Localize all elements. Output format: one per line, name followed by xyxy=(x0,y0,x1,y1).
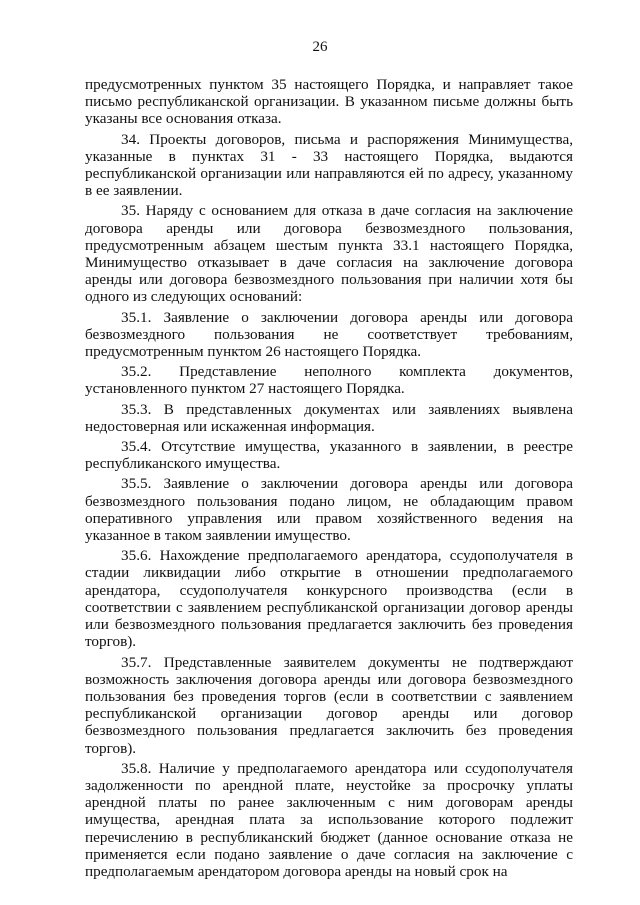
paragraph-35-2: 35.2. Представление неполного комплекта документов, установленного пунктом 27 настоящего Порядка. xyxy=(85,363,573,398)
paragraph-35-6: 35.6. Нахождение предполагаемого арендатора, ссудополучателя в стадии ликвидации либо открытие в отношении предполагаемого арендатора, ссудополучателя конкурсного производства (если в соответствии с заявлением республиканской организации договор аренды или безвозмездного пользования предлагается заключить без проведения торгов). xyxy=(85,547,573,651)
paragraph-35-3: 35.3. В представленных документах или заявлениях выявлена недостоверная или искаженная информация. xyxy=(85,400,573,435)
paragraph-34: 34. Проекты договоров, письма и распоряжения Минимущества, указанные в пунктах 31 - 33 настоящего Порядка, выдаются республиканской организации или направляются ей по адресу, указанному в ее заявлении. xyxy=(85,130,573,200)
page-number: 26 xyxy=(312,39,328,55)
page-body xyxy=(85,76,573,883)
paragraph-35-7: 35.7. Представленные заявителем документы не подтверждают возможность заключения договора аренды или договора безвозмездного пользования без проведения торгов (если в соответствии с заявлением республиканской организации договор аренды или договор безвозмездного пользования предлагается заключить без проведения торгов). xyxy=(85,653,573,757)
paragraph-35-1: 35.1. Заявление о заключении договора аренды или договора безвозмездного пользования не соответствует требованиям, предусмотренным пунктом 26 настоящего Порядка. xyxy=(85,308,573,361)
paragraph-35-8: 35.8. Наличие у предполагаемого арендатора или ссудополучателя задолженности по арендной плате, неустойке за просрочку уплаты арендной платы по ранее заключенным с ним договорам аренды имущества, арендная плата за использование которого подлежит перечислению в республиканский бюджет (данное основание отказа не применяется если подано заявление о даче согласия на заключение с предполагаемым арендатором договора аренды на новый срок на xyxy=(85,759,573,880)
paragraph-35: 35. Наряду с основанием для отказа в даче согласия на заключение договора аренды или договора безвозмездного пользования, предусмотренным абзацем шестым пункта 33.1 настоящего Порядка, Минимущество отказывает в даче согласия на заключение договора аренды или договора безвозмездного пользования при наличии хотя бы одного из следующих оснований: xyxy=(85,202,573,306)
paragraph-35-4: 35.4. Отсутствие имущества, указанного в заявлении, в реестре республиканского имущества. xyxy=(85,438,573,473)
paragraph-35-5: 35.5. Заявление о заключении договора аренды или договора безвозмездного пользования подано лицом, не обладающим правом оперативного управления или правом хозяйственного ведения на указанное в таком заявлении имущество. xyxy=(85,475,573,545)
paragraph-continuation: предусмотренных пунктом 35 настоящего Порядка, и направляет такое письмо республиканской организации. В указанном письме должны быть указаны все основания отказа. xyxy=(85,76,573,128)
